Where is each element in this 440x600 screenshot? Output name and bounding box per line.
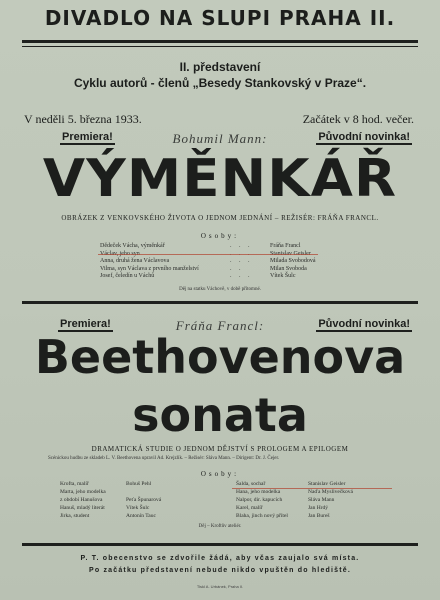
cast-row xyxy=(236,488,368,496)
cast-actor: Antonín Tauc xyxy=(126,513,156,519)
cast-role: Jirka, student xyxy=(60,513,90,519)
cast-row xyxy=(236,512,368,520)
cast-row xyxy=(60,512,186,520)
cast-role: z období Hanušova xyxy=(60,497,103,503)
play1-subtitle: OBRÁZEK Z VENKOVSKÉHO ŽIVOTA O JEDNOM JEDNÁNÍ – REŽISÉR: FRÁŇA FRANCL. xyxy=(61,214,379,222)
top-rule xyxy=(22,40,418,43)
start-time: Začátek v 8 hod. večer. xyxy=(302,112,414,126)
cast-row xyxy=(236,480,368,488)
cast-row xyxy=(236,496,368,504)
red-underline xyxy=(232,488,392,489)
cast-dots: . . . xyxy=(230,258,253,265)
cast-row xyxy=(100,243,350,251)
cast-actor: Vítek Šulc xyxy=(126,505,150,511)
performance-date: V neděli 5. března 1933. xyxy=(24,112,142,126)
cast-actor: Milan Svoboda xyxy=(270,265,307,272)
cast-role: Anna, druhá žena Václavova xyxy=(100,258,170,265)
play1-cast-list xyxy=(100,243,350,281)
cast-role: Karel, malíř xyxy=(236,505,263,511)
cast-actor: Stanislav Geisler xyxy=(308,481,346,487)
cast-actor: Jan Bureš xyxy=(308,513,330,519)
premiere-badge: Premiera! xyxy=(62,131,113,143)
cast-row xyxy=(100,258,350,266)
cast-role: Hana, jeho modelka xyxy=(236,489,281,495)
cast-row xyxy=(60,480,186,488)
cast-actor: Milada Svobodová xyxy=(270,258,316,265)
play2-subtitle: DRAMATICKÁ STUDIE O JEDNOM DĚJSTVÍ S PROLOGEM A EPILOGEM xyxy=(91,445,349,453)
cast-actor: Sláva Mann xyxy=(308,497,335,503)
play2-title-line1: Beethovenova xyxy=(34,330,406,384)
cast-actor: Bohuš Pehl xyxy=(126,481,152,487)
cast-row xyxy=(100,273,350,281)
play2-author: Fráňa Francl: xyxy=(175,318,265,333)
footer-notice-2: Po začátku představení nebude nikdo vpuštěn do hlediště. xyxy=(88,567,352,574)
premiere-badge: Premiera! xyxy=(60,318,111,330)
cast-row xyxy=(236,504,368,512)
play2-cast-left xyxy=(60,480,186,520)
cast-role: Hanuš, mladý literát xyxy=(60,505,105,511)
cast-dots: . . . xyxy=(230,243,253,249)
printer-credit: Tiskl A. Urbánek, Praha II. xyxy=(196,584,244,589)
theatre-name: DIVADLO NA SLUPI PRAHA II. xyxy=(44,6,396,30)
red-underline xyxy=(98,254,318,255)
cycle-line: Cyklu autorů - členů „Besedy Stankovský v Praze“. xyxy=(73,76,367,90)
cast-role: Blaha, jinch nový přítel xyxy=(236,513,288,519)
top-rule-thin xyxy=(22,46,418,47)
cast-actor: Fráňa Francl xyxy=(270,243,301,249)
play2-cast-heading: Osoby: xyxy=(200,470,240,478)
cast-dots: . . . xyxy=(230,273,253,280)
cast-role: Šalda, sochař xyxy=(236,481,266,487)
cast-role: Krofta, malíř xyxy=(60,481,89,487)
play2-credits: Scénickou hudbu ze skladeb L. V. Beethovena upravil Ad. Krejzlík. – Režisér: Sláva Mann. – Dirigent: Dr. J. Čejer. xyxy=(48,456,280,461)
cast-row xyxy=(60,504,186,512)
play1-cast-heading: Osoby: xyxy=(200,232,240,240)
footer-notice-1: P. T. obecenstvo se zdvořile žádá, aby včas zaujalo svá místa. xyxy=(80,555,360,562)
cast-role: Josef, čeledín u Váchů xyxy=(100,273,155,280)
cast-row xyxy=(60,496,186,504)
cast-actor: Jan Hrdý xyxy=(308,505,329,511)
cast-actor xyxy=(126,488,186,496)
cast-role: Vilma, syn Václava z prvního manželství xyxy=(100,265,199,272)
play1-author: Bohumil Mann: xyxy=(172,131,268,146)
cast-actor: Peťa Špunarová xyxy=(126,497,162,503)
cast-row xyxy=(60,488,186,496)
novelty-badge: Původní novinka! xyxy=(318,318,410,330)
play1-title: VÝMĚNKÁŘ xyxy=(42,149,398,209)
cast-dots: . . xyxy=(230,265,244,272)
cast-role: Dědeček Vácha, výměnkář xyxy=(100,243,165,249)
cast-actor: Naďa Myslivečková xyxy=(308,489,353,495)
bottom-rule xyxy=(22,543,418,546)
performance-number: II. představení xyxy=(179,60,261,74)
play2-cast-right xyxy=(236,480,368,520)
novelty-badge: Původní novinka! xyxy=(318,131,410,143)
cast-role: Nalpor, dir. kapucích xyxy=(236,497,283,503)
cast-role: Marta, jeho modelka xyxy=(60,489,106,495)
middle-rule xyxy=(22,301,418,304)
play2-note: Děj – Kroftův ateliér. xyxy=(198,524,242,529)
play1-note: Děj na statku Váchově, v době přítomné. xyxy=(179,287,261,292)
cast-actor: Vítek Šulc xyxy=(270,273,296,280)
play2-title-line2: sonata xyxy=(132,388,308,442)
